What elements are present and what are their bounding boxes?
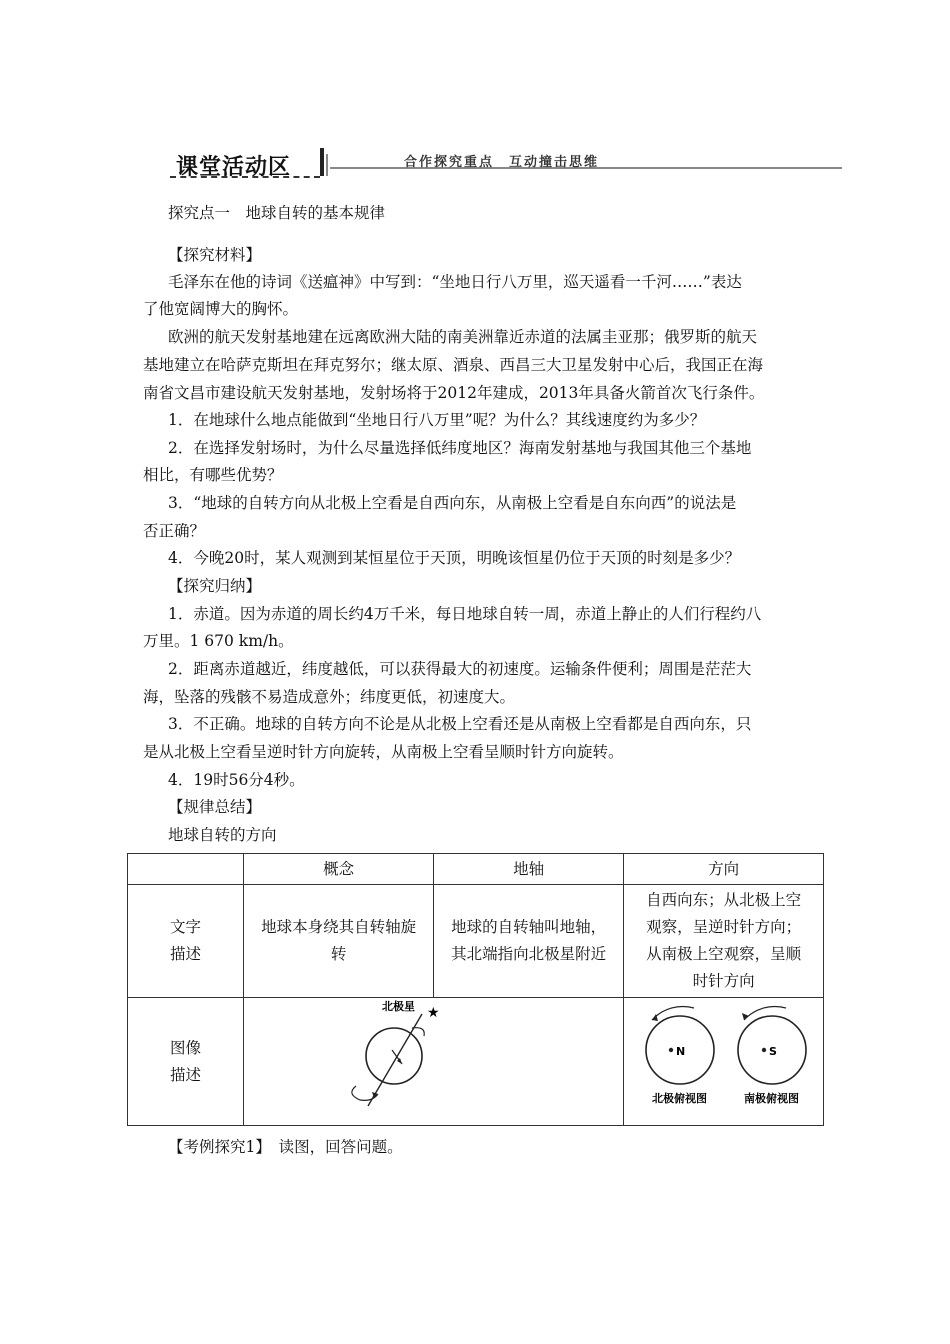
paragraph-line: 了他宽阔博大的胸怀。 xyxy=(143,300,299,318)
cell-line: 转 xyxy=(330,945,347,963)
answer-2-cont: 海，坠落的残骸不易造成意外；纬度更低，初速度大。 xyxy=(143,688,516,706)
earth-axis-figure-cell xyxy=(244,998,624,1126)
table-header-cell: 概念 xyxy=(244,854,434,885)
banner-dashed-underline xyxy=(170,176,320,178)
paragraph-line: 南省文昌市建设航天发射基地，发射场将于2012年建成，2013年具备火箭首次飞行条件。 xyxy=(143,384,765,402)
north-view-caption: 北极俯视图 xyxy=(652,1092,708,1105)
rule-label: 【规律总结】 xyxy=(168,798,262,816)
north-label: N xyxy=(676,1045,686,1058)
cell-line: 文字 xyxy=(170,918,202,936)
question-2-cont: 相比，有哪些优势？ xyxy=(143,466,283,484)
polar-views-cell xyxy=(624,998,824,1126)
earth-circle xyxy=(366,1028,422,1084)
north-pole-dot xyxy=(669,1048,673,1052)
paragraph-line: 毛泽东在他的诗词《送瘟神》中写到：“坐地日行八万里，巡天遥看一千河……”表达 xyxy=(168,273,742,291)
cell-line: 图像 xyxy=(170,1038,202,1057)
cell-line: 从南极上空观察，呈顺 xyxy=(646,945,802,963)
earth-axis-figure xyxy=(334,998,534,1116)
row-label-image xyxy=(128,998,244,1126)
table-header-cell: 方向 xyxy=(624,854,824,885)
table-header-row xyxy=(128,854,824,885)
question-1: 1．在地球什么地点能做到“坐地日行八万里”呢？为什么？其线速度约为多少？ xyxy=(168,411,706,429)
polar-views-figure xyxy=(632,998,815,1116)
paragraph-line: 欧洲的航天发射基地建在远离欧洲大陆的南美洲靠近赤道的法属圭亚那；俄罗斯的航天 xyxy=(168,328,758,346)
row-label-text xyxy=(128,885,244,998)
rule-title: 地球自转的方向 xyxy=(168,826,277,844)
question-4: 4．今晚20时，某人观测到某恒星位于天顶，明晚该恒星仍位于天顶的时刻是多少？ xyxy=(168,549,741,567)
rotation-table xyxy=(127,853,824,1126)
direction-cell xyxy=(624,885,824,998)
cell-line: 描述 xyxy=(170,945,202,963)
table-header-cell xyxy=(128,854,244,885)
cell-line: 时针方向 xyxy=(692,972,755,990)
south-view-caption: 南极俯视图 xyxy=(744,1092,800,1105)
answer-3: 3．不正确。地球的自转方向不论是从北极上空看还是从南极上空看都是自西向东，只 xyxy=(168,715,752,733)
example-prompt: 【考例探究1】 读图，回答问题。 xyxy=(168,1138,403,1156)
concept-cell xyxy=(244,885,434,998)
question-3-cont: 否正确？ xyxy=(143,522,206,540)
table-row xyxy=(128,885,824,998)
question-3: 3．“地球的自转方向从北极上空看是自西向东，从南极上空看是自东向西”的说法是 xyxy=(168,494,737,512)
south-label: S xyxy=(769,1045,778,1058)
banner-divider xyxy=(320,148,324,176)
answer-1-cont: 万里。1 670 km/h。 xyxy=(143,632,294,650)
cell-line: 其北端指向北极星附近 xyxy=(451,945,607,963)
answer-4: 4．19时56分4秒。 xyxy=(168,771,305,789)
answer-2: 2．距离赤道越近，纬度越低，可以获得最大的初速度。运输条件便利；周围是茫茫大 xyxy=(168,660,752,678)
banner-title: 课堂活动区 xyxy=(176,155,292,180)
cell-line: 描述 xyxy=(170,1065,202,1084)
material-label: 【探究材料】 xyxy=(168,246,262,264)
answer-1: 1．赤道。因为赤道的周长约4万千米，每日地球自转一周，赤道上静止的人们行程约八 xyxy=(168,605,762,623)
cell-line: 地球的自转轴叫地轴， xyxy=(451,918,607,936)
axis-cell xyxy=(434,885,624,998)
star-icon: ★ xyxy=(426,1005,440,1021)
table-row xyxy=(128,998,824,1126)
summary-label: 【探究归纳】 xyxy=(168,577,262,595)
cell-line: 地球本身绕其自转轴旋 xyxy=(261,918,417,936)
banner-subtitle: 合作探究重点 互动撞击思维 xyxy=(404,155,600,170)
table-header-cell: 地轴 xyxy=(434,854,624,885)
cell-line: 自西向东；从北极上空 xyxy=(646,891,802,909)
cell-line: 观察，呈逆时针方向； xyxy=(646,918,802,936)
cw-arrow xyxy=(744,1006,786,1020)
question-2: 2．在选择发射场时，为什么尽量选择低纬度地区？海南发射基地与我国其他三个基地 xyxy=(168,439,752,457)
section-banner xyxy=(170,146,842,182)
answer-3-cont: 是从北极上空看呈逆时针方向旋转，从南极上空看呈顺时针方向旋转。 xyxy=(143,743,624,761)
polaris-label: 北极星 xyxy=(381,1000,415,1013)
ccw-arrow xyxy=(652,1006,694,1020)
section-heading: 探究点一 地球自转的基本规律 xyxy=(168,204,386,222)
paragraph-line: 基地建立在哈萨克斯坦在拜克努尔；继太原、酒泉、西昌三大卫星发射中心后，我国正在海 xyxy=(143,356,764,374)
south-pole-dot xyxy=(762,1048,766,1052)
banner-divider-thin xyxy=(326,154,328,176)
